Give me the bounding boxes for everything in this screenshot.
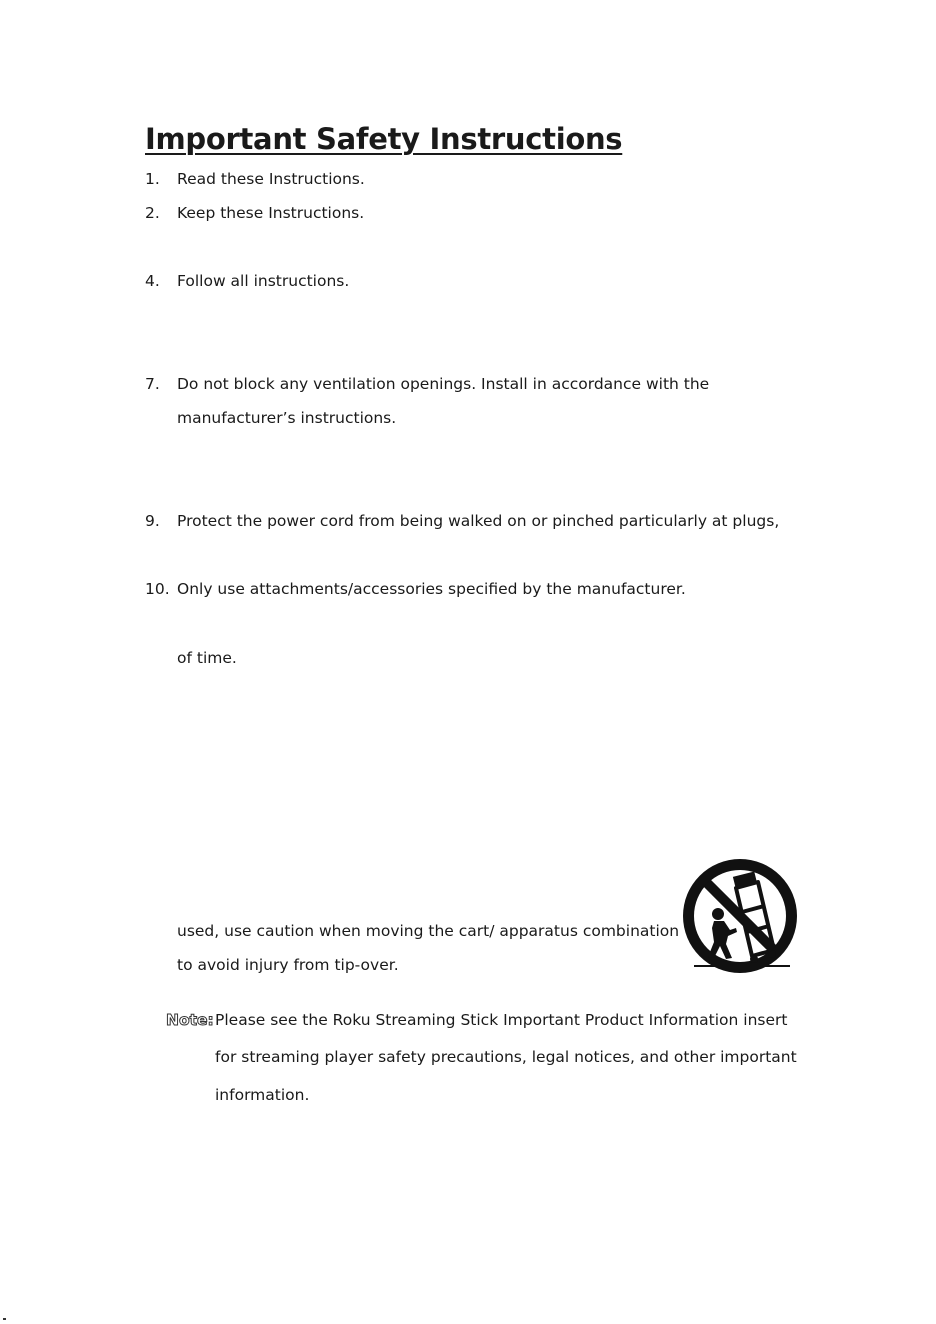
item-text: Read these Instructions.: [177, 170, 365, 188]
page-title: Important Safety Instructions: [145, 122, 623, 156]
note-text: information.: [215, 1086, 310, 1104]
item-number: 2.: [145, 204, 160, 222]
corner-mark: [3, 1318, 6, 1320]
item-text: Do not block any ventilation openings. Install in accordance with the: [177, 375, 710, 393]
cart-tip-over-warning-icon: [680, 858, 800, 976]
note-text: Please see the Roku Streaming Stick Important Product Information insert: [215, 1011, 788, 1029]
note-label: Note:: [166, 1011, 214, 1029]
item-text: Protect the power cord from being walked on or pinched particularly at plugs,: [177, 512, 780, 530]
cart-warning-text: used, use caution when moving the cart/ apparatus combination: [177, 922, 680, 940]
item-text: Keep these Instructions.: [177, 204, 365, 222]
note-text: for streaming player safety precautions, legal notices, and other important: [215, 1048, 797, 1066]
item-text-continuation: manufacturer’s instructions.: [177, 409, 397, 427]
item-text: Only use attachments/accessories specified by the manufacturer.: [177, 580, 686, 598]
item-text: Follow all instructions.: [177, 272, 350, 290]
cart-warning-text: to avoid injury from tip-over.: [177, 956, 399, 974]
item-text-fragment: of time.: [177, 649, 237, 667]
item-number: 10.: [145, 580, 170, 598]
item-number: 1.: [145, 170, 160, 188]
item-number: 9.: [145, 512, 160, 530]
item-number: 7.: [145, 375, 160, 393]
item-number: 4.: [145, 272, 160, 290]
